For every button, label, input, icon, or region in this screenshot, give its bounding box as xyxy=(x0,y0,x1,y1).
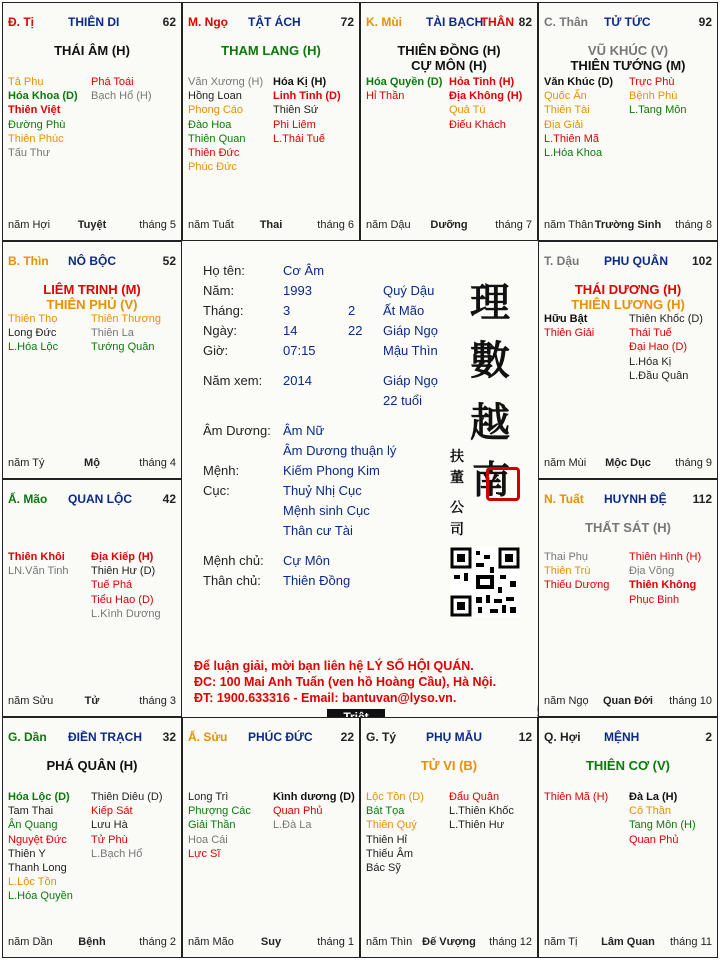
minor-star: L.Đà La xyxy=(273,819,312,832)
palace-stage: Quan Đới xyxy=(603,695,653,707)
palace-month: tháng 3 xyxy=(139,695,176,707)
minor-star: Thiên Thọ xyxy=(8,313,58,325)
palace-year: năm Thìn xyxy=(366,936,413,948)
minor-star: Thai Phụ xyxy=(544,551,589,563)
minor-star: Thiên Giải xyxy=(544,327,595,340)
palace-name: PHÚC ĐỨC xyxy=(248,730,313,744)
palace-branch: G. Dần xyxy=(8,730,47,744)
calligraphy-char-2: 數 xyxy=(470,337,510,384)
minor-star: L.Hóa Kị xyxy=(629,355,672,368)
value-tuoi: 22 tuổi xyxy=(383,393,423,408)
palace-thin[interactable] xyxy=(2,241,182,479)
palace-branch: G. Tý xyxy=(366,730,397,744)
value-nam-xem: 2014 xyxy=(283,373,312,388)
palace-stage: Đế Vượng xyxy=(422,936,476,948)
palace-than[interactable] xyxy=(538,2,718,241)
palace-month: tháng 9 xyxy=(675,457,712,469)
minor-star: Thiên Khốc (D) xyxy=(629,313,703,325)
value-gio-can: Mậu Thìn xyxy=(383,343,438,358)
minor-star: Trực Phù xyxy=(629,76,675,88)
palace-age: 102 xyxy=(691,254,712,268)
minor-star: Thiên Quý xyxy=(366,819,417,832)
palace-age: 92 xyxy=(698,15,712,29)
palace-month: tháng 2 xyxy=(139,936,176,948)
minor-star: Giải Thần xyxy=(188,819,236,832)
label-gio: Giờ: xyxy=(203,343,229,358)
palace-mao[interactable] xyxy=(2,479,182,717)
minor-star: Tấu Thư xyxy=(8,147,51,160)
value-cuc-3: Thân cư Tài xyxy=(283,523,353,538)
minor-star: Thiên Sứ xyxy=(273,104,319,117)
minor-star: Thiên Diêu (D) xyxy=(91,791,163,803)
minor-star: Lực Sĩ xyxy=(188,847,221,860)
minor-star: Bát Tọa xyxy=(366,805,405,818)
palace-age: 32 xyxy=(162,730,176,744)
palace-name: MỆNH xyxy=(604,730,640,744)
minor-star: Tuế Phá xyxy=(91,579,133,592)
palace-stage: Thai xyxy=(259,219,283,231)
palace-year: năm Tuất xyxy=(188,219,234,231)
qr-code-icon xyxy=(450,547,520,617)
palace-month: tháng 8 xyxy=(675,219,712,231)
label-menh: Mệnh: xyxy=(203,463,240,478)
palace-age: 2 xyxy=(705,730,712,744)
minor-star: Cô Thần xyxy=(629,805,671,818)
calligraphy-char-3: 越 xyxy=(470,399,510,446)
main-star: TỬ VI (B) xyxy=(420,758,478,773)
minor-star: Hỉ Thần xyxy=(366,90,405,103)
palace-name: NÔ BỘC xyxy=(68,254,116,268)
palace-suu[interactable] xyxy=(182,717,360,958)
minor-star: Đại Hao (D) xyxy=(629,341,688,354)
palace-month: tháng 5 xyxy=(139,219,176,231)
palace-name: ĐIỀN TRẠCH xyxy=(68,730,142,744)
minor-star: Phá Toái xyxy=(91,76,134,88)
palace-branch: Ấ. Sửu xyxy=(188,730,228,744)
minor-star: Thái Tuế xyxy=(629,327,672,340)
main-star: THIÊN PHỦ (V) xyxy=(46,297,138,312)
minor-star: Long Trì xyxy=(188,791,229,803)
palace-dan[interactable] xyxy=(2,717,182,958)
value-thang-can: Ất Mão xyxy=(383,303,425,318)
value-ngay-al: 22 xyxy=(348,323,363,338)
minor-star: Hữu Bật xyxy=(544,313,588,325)
minor-star: Đà La (H) xyxy=(629,791,678,803)
palace-stage: Bệnh xyxy=(78,936,106,948)
small-calli-3: 公 xyxy=(450,500,464,516)
palace-month: tháng 1 xyxy=(317,936,354,948)
label-thang: Tháng: xyxy=(203,303,244,318)
value-thang: 3 xyxy=(283,303,291,318)
palace-month: tháng 10 xyxy=(669,695,712,707)
minor-star: Quả Tú xyxy=(449,104,486,117)
palace-year: năm Dần xyxy=(8,936,53,948)
minor-star: Quan Phủ xyxy=(273,805,323,818)
minor-star: Phúc Đức xyxy=(188,161,237,174)
palace-name: THIÊN DI xyxy=(68,15,120,29)
palace-year: năm Thân xyxy=(544,219,594,231)
palace-year: năm Mùi xyxy=(544,457,587,469)
than-tag: THÂN xyxy=(480,15,514,29)
minor-star: Bệnh Phù xyxy=(629,90,678,103)
palace-age: 112 xyxy=(692,492,712,506)
minor-star: Quốc Ấn xyxy=(544,90,587,103)
minor-star: Thiên Hỉ xyxy=(366,833,407,846)
small-calli-2: 董 xyxy=(450,470,464,486)
minor-star: Long Đức xyxy=(8,327,57,340)
value-menh-chu: Cự Môn xyxy=(283,553,330,568)
minor-star: Quan Phủ xyxy=(629,833,679,846)
main-star: THAM LANG (H) xyxy=(221,43,321,58)
minor-star: L.Kình Dương xyxy=(91,607,161,620)
minor-star: L.Hóa Lộc xyxy=(8,341,59,354)
value-ngay-can: Giáp Ngọ xyxy=(383,323,438,338)
minor-star: Thiên Mã (H) xyxy=(544,791,609,803)
label-ho-ten: Họ tên: xyxy=(203,263,245,278)
palace-name: QUAN LỘC xyxy=(68,492,132,506)
minor-star: Kình dương (D) xyxy=(273,791,355,803)
value-nam: 1993 xyxy=(283,283,312,298)
label-am-duong: Âm Dương: xyxy=(203,423,271,438)
palace-stage: Dưỡng xyxy=(430,219,468,231)
minor-star: L.Đầu Quân xyxy=(629,369,689,382)
minor-star: Hóa Khoa (D) xyxy=(8,90,78,103)
small-calli-1: 扶 xyxy=(450,449,464,465)
palace-month: tháng 6 xyxy=(317,219,354,231)
palace-month: tháng 7 xyxy=(495,219,532,231)
palace-stage: Trường Sinh xyxy=(594,219,662,231)
calligraphy-char-4: 南 xyxy=(472,457,511,502)
minor-star: L.Hóa Khoa xyxy=(544,147,603,160)
minor-star: Thiên Hư (D) xyxy=(91,565,156,578)
minor-star: Thiên Việt xyxy=(8,104,61,117)
palace-year: năm Ngọ xyxy=(544,695,589,707)
minor-star: Thiên Không xyxy=(629,579,697,592)
main-star: CỰ MÔN (H) xyxy=(411,58,487,73)
minor-star: Phượng Các xyxy=(188,805,251,818)
minor-star: Thiên Y xyxy=(8,847,46,860)
minor-star: Địa Không (H) xyxy=(449,90,523,103)
palace-ngo[interactable] xyxy=(182,2,360,241)
minor-star: Kiếp Sát xyxy=(91,805,133,818)
contact-line-1: Để luận giải, mời bạn liên hệ LÝ SỐ HỘI QUÁN. xyxy=(194,659,474,673)
value-gio: 07:15 xyxy=(283,343,316,358)
palace-year: năm Tý xyxy=(8,457,45,469)
contact-line-2: ĐC: 100 Mai Anh Tuấn (ven hồ Hoàng Cầu), Hà Nội. xyxy=(194,675,497,689)
minor-star: L.Lộc Tồn xyxy=(8,876,57,889)
value-cuc: Thuỷ Nhị Cục xyxy=(283,483,362,498)
palace-mui[interactable] xyxy=(360,2,538,241)
minor-star: Tam Thai xyxy=(8,805,54,818)
main-star: THIÊN ĐỒNG (H) xyxy=(397,43,501,58)
palace-dau[interactable] xyxy=(538,241,718,479)
main-star: PHÁ QUÂN (H) xyxy=(46,758,138,773)
label-nam: Năm: xyxy=(203,283,235,298)
minor-star: Văn Xương (H) xyxy=(188,76,264,88)
minor-star: Tang Môn (H) xyxy=(629,819,696,832)
minor-star: Đường Phù xyxy=(8,118,66,131)
palace-branch: T. Dậu xyxy=(544,254,580,268)
palace-tuat[interactable] xyxy=(538,479,718,717)
minor-star: Địa Kiếp (H) xyxy=(91,551,154,563)
minor-star: Thiên Trù xyxy=(544,565,591,578)
minor-star: Đẩu Quân xyxy=(449,791,500,803)
palace-branch: Đ. Tị xyxy=(8,15,34,29)
palace-year: năm Hợi xyxy=(8,219,51,231)
minor-star: Phi Liêm xyxy=(273,118,316,131)
value-cuc-2: Mệnh sinh Cục xyxy=(283,503,370,518)
minor-star: Hồng Loan xyxy=(188,90,242,103)
minor-star: Bạch Hổ (H) xyxy=(91,90,152,103)
value-ngay: 14 xyxy=(283,323,298,338)
palace-branch: Q. Hợi xyxy=(544,730,581,744)
value-nam-can: Quý Dậu xyxy=(383,283,435,298)
minor-star: Lộc Tồn (D) xyxy=(366,791,424,803)
main-star: THÁI DƯƠNG (H) xyxy=(574,282,682,297)
main-star: THIÊN TƯỚNG (M) xyxy=(570,58,686,73)
palace-age: 72 xyxy=(340,15,354,29)
minor-star: Thiên Quan xyxy=(188,132,246,145)
minor-star: Đào Hoa xyxy=(188,118,232,131)
value-menh: Kiếm Phong Kim xyxy=(283,463,380,478)
contact-line-3[interactable]: ĐT: 1900.633316 - Email: bantuvan@lyso.vn. xyxy=(194,691,457,705)
minor-star: L.Thiên Mã xyxy=(544,132,600,145)
palace-age: 12 xyxy=(518,730,532,744)
minor-star: Địa Võng xyxy=(629,565,675,578)
chart-center xyxy=(182,241,537,717)
minor-star: Thiếu Âm xyxy=(366,847,414,860)
palace-year: năm Tị xyxy=(544,936,578,948)
palace-stage: Lâm Quan xyxy=(601,936,655,948)
minor-star: L.Thiên Khốc xyxy=(449,805,514,818)
palace-branch: B. Thìn xyxy=(8,254,49,268)
palace-name: TỬ TỨC xyxy=(604,15,651,29)
main-star: LIÊM TRINH (M) xyxy=(43,282,141,297)
palace-name: TẬT ÁCH xyxy=(248,15,301,29)
minor-star: Thiên Khôi xyxy=(8,551,65,563)
main-star: THÁI ÂM (H) xyxy=(54,43,130,58)
label-menh-chu: Mệnh chủ: xyxy=(203,553,264,568)
label-ngay: Ngày: xyxy=(203,323,237,338)
palace-age: 22 xyxy=(340,730,354,744)
value-am-duong: Âm Nữ xyxy=(283,423,325,438)
palace-branch: Ấ. Mão xyxy=(8,492,48,506)
palace-branch: C. Thân xyxy=(544,15,588,29)
calligraphy-char-1: 理 xyxy=(470,279,510,326)
palace-year: năm Mão xyxy=(188,936,234,948)
minor-star: Lưu Hà xyxy=(91,819,128,832)
minor-star: Thiên Phúc xyxy=(8,132,64,145)
minor-star: L.Thái Tuế xyxy=(273,132,325,145)
minor-star: L.Thiên Hư xyxy=(449,819,505,832)
palace-year: năm Sửu xyxy=(8,695,54,707)
palace-year: năm Dậu xyxy=(366,219,411,231)
minor-star: Hỏa Tinh (H) xyxy=(449,76,515,88)
minor-star: Thiên Tài xyxy=(544,104,590,117)
main-star: THẤT SÁT (H) xyxy=(585,520,671,535)
value-nam-xem-can: Giáp Ngọ xyxy=(383,373,438,388)
palace-stage: Tuyệt xyxy=(77,219,107,231)
minor-star: Hóa Quyền (D) xyxy=(366,76,443,88)
palace-age: 52 xyxy=(162,254,176,268)
palace-stage: Mộ xyxy=(84,457,100,469)
minor-star: L.Tang Môn xyxy=(629,104,687,117)
palace-branch: K. Mùi xyxy=(366,15,402,29)
minor-star: Hóa Lộc (D) xyxy=(8,791,70,803)
palace-hoi[interactable] xyxy=(538,717,718,958)
minor-star: Thiên La xyxy=(91,327,134,340)
palace-stage: Suy xyxy=(260,936,282,948)
minor-star: Linh Tinh (D) xyxy=(273,90,341,103)
minor-star: Tả Phụ xyxy=(8,76,44,88)
label-nam-xem: Năm xem: xyxy=(203,373,263,388)
main-star: VŨ KHÚC (V) xyxy=(587,43,669,58)
value-am-duong-2: Âm Dương thuận lý xyxy=(283,443,397,458)
minor-star: Phục Binh xyxy=(629,593,680,606)
palace-month: tháng 4 xyxy=(139,457,176,469)
minor-star: Văn Khúc (D) xyxy=(544,76,614,88)
minor-star: Địa Giải xyxy=(544,118,584,131)
minor-star: Thiếu Dương xyxy=(544,579,610,592)
minor-star: LN.Văn Tinh xyxy=(8,565,69,578)
palace-name: HUYNH ĐỆ xyxy=(604,492,667,506)
palace-ty[interactable] xyxy=(360,717,538,958)
minor-star: Phong Cáo xyxy=(188,104,244,117)
small-calli-4: 司 xyxy=(450,522,464,538)
palace-age: 62 xyxy=(162,15,176,29)
palace-stage: Mộc Dục xyxy=(605,457,651,469)
minor-star: Ân Quang xyxy=(8,819,58,832)
minor-star: Tử Phù xyxy=(91,833,128,846)
label-cuc: Cục: xyxy=(203,483,230,498)
minor-star: Thiên Đức xyxy=(188,147,240,160)
minor-star: Thanh Long xyxy=(8,862,67,875)
label-than-chu: Thân chủ: xyxy=(203,573,261,588)
red-seal-icon xyxy=(486,467,520,501)
palace-name: PHỤ MẪU xyxy=(426,730,482,744)
palace-age: 82 xyxy=(518,15,532,29)
value-than-chu: Thiên Đồng xyxy=(283,573,351,588)
palace-ti[interactable] xyxy=(2,2,182,241)
palace-name: TÀI BẠCH xyxy=(426,15,484,29)
minor-star: Bác Sỹ xyxy=(366,862,401,875)
minor-star: L.Hóa Quyền xyxy=(8,890,73,903)
minor-star: Điếu Khách xyxy=(449,118,506,131)
minor-star: Tiểu Hao (D) xyxy=(91,593,154,606)
palace-month: tháng 11 xyxy=(669,936,712,948)
value-thang-al: 2 xyxy=(348,303,356,318)
minor-star: Thiên Hình (H) xyxy=(629,551,702,563)
minor-star: Nguyệt Đức xyxy=(8,833,67,846)
palace-month: tháng 12 xyxy=(489,936,532,948)
main-star: THIÊN LƯƠNG (H) xyxy=(571,297,685,312)
palace-branch: N. Tuất xyxy=(544,492,584,506)
minor-star: Thiên Thương xyxy=(91,313,162,325)
main-star: THIÊN CƠ (V) xyxy=(585,758,671,773)
palace-branch: M. Ngọ xyxy=(188,15,228,29)
value-ho-ten: Cơ Âm xyxy=(283,263,325,278)
palace-age: 42 xyxy=(162,492,176,506)
minor-star: Hoa Cái xyxy=(188,833,228,846)
minor-star: L.Bạch Hổ xyxy=(91,847,143,860)
palace-name: PHU QUÂN xyxy=(604,254,669,268)
minor-star: Tướng Quân xyxy=(91,341,155,354)
minor-star: Hóa Kị (H) xyxy=(273,76,327,88)
palace-stage: Tử xyxy=(84,695,100,707)
